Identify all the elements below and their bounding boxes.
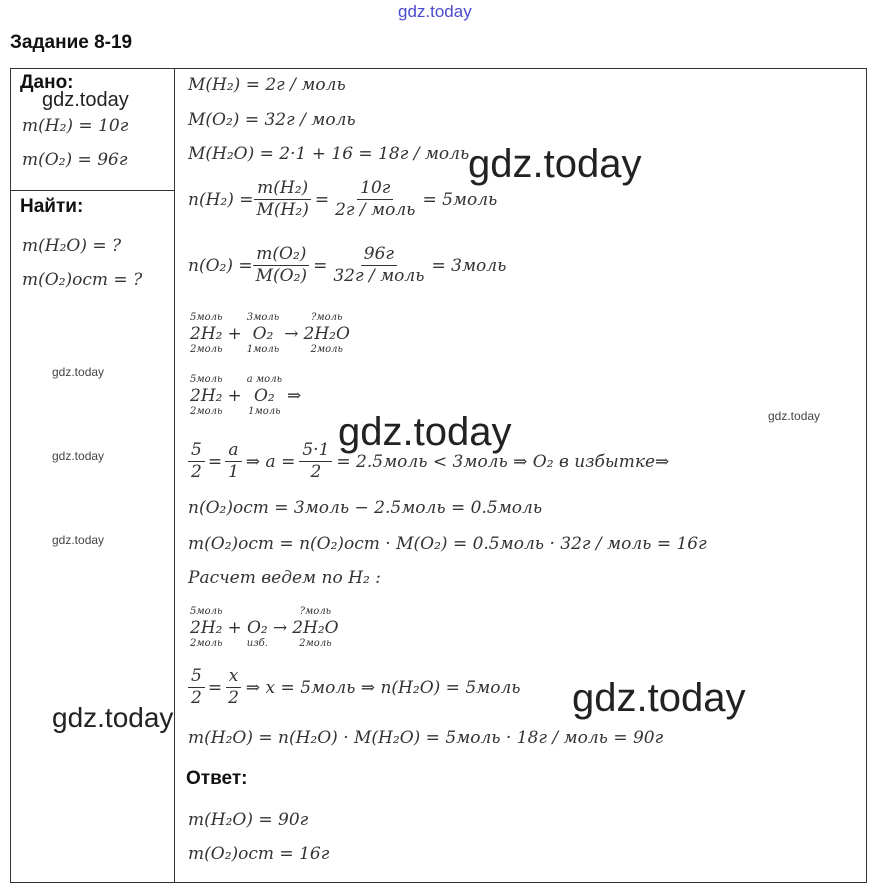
moles-given: ?моль bbox=[299, 606, 332, 617]
given-mass-h2: m(H₂) = 10г bbox=[22, 116, 129, 136]
mass-o2-remaining: m(O₂)ост = n(O₂)ост · M(O₂) = 0.5моль · 32г / моль = 16г bbox=[188, 534, 707, 554]
ratio-fraction bbox=[225, 440, 242, 483]
find-mass-o2-remaining: m(O₂)ост = ? bbox=[22, 270, 143, 290]
ratio-equation-2 bbox=[188, 666, 521, 709]
ratio-fraction bbox=[299, 440, 332, 483]
molar-mass-h2: M(H₂) = 2г / моль bbox=[188, 75, 346, 95]
fraction-numerator: 5 bbox=[188, 666, 205, 688]
header-watermark: gdz.today bbox=[398, 2, 472, 21]
fraction-denominator: M(H₂) bbox=[256, 200, 309, 220]
moles-stoich: 2моль bbox=[190, 638, 223, 649]
fraction-denominator: 2 bbox=[191, 462, 202, 482]
moles-stoich: 2моль bbox=[190, 344, 223, 355]
watermark: gdz.today bbox=[52, 533, 105, 547]
reactant-h2 bbox=[190, 312, 223, 356]
reactant-h2 bbox=[190, 606, 223, 650]
reactant-o2 bbox=[247, 606, 268, 650]
fraction-denominator: 2 bbox=[310, 462, 322, 482]
moles-stoich: 2моль bbox=[299, 638, 332, 649]
moles-h2-lhs: n(H₂) = bbox=[188, 189, 254, 210]
watermark: gdz.today bbox=[338, 410, 512, 454]
reaction-equation-2 bbox=[188, 374, 304, 418]
watermark: gdz.today bbox=[768, 409, 821, 423]
moles-given: 3моль bbox=[246, 312, 280, 323]
excess-label: изб. bbox=[246, 638, 268, 649]
moles-o2-remaining: n(O₂)ост = 3моль − 2.5моль = 0.5моль bbox=[188, 498, 543, 518]
formula: 2H₂O bbox=[303, 324, 350, 344]
implies-arrow: ⇒ bbox=[287, 386, 302, 406]
reactant-o2 bbox=[247, 312, 280, 356]
watermark: gdz.today bbox=[52, 365, 105, 379]
formula: 2H₂ bbox=[190, 324, 223, 344]
moles-stoich: 2моль bbox=[190, 406, 223, 417]
plus-sign: + bbox=[227, 324, 242, 344]
find-heading: Найти: bbox=[20, 196, 84, 217]
moles-stoich: 2моль bbox=[310, 344, 343, 355]
plus-sign: + bbox=[227, 386, 242, 406]
moles-o2-fraction-formula bbox=[253, 244, 310, 287]
fraction-denominator: M(O₂) bbox=[255, 266, 308, 286]
formula: O₂ bbox=[254, 386, 275, 406]
formula: O₂ bbox=[246, 618, 268, 638]
fraction-denominator: 1 bbox=[228, 462, 239, 482]
moles-given bbox=[256, 606, 259, 618]
equals-sign: = bbox=[313, 255, 328, 276]
watermark: gdz.today bbox=[52, 702, 174, 733]
given-mass-o2: m(O₂) = 96г bbox=[22, 150, 128, 170]
moles-h2-fraction-formula bbox=[254, 178, 312, 221]
ratio-result: = 2.5моль < 3моль ⇒ O₂ в избытке⇒ bbox=[336, 451, 670, 472]
equals-sign: = bbox=[207, 677, 223, 698]
answer-mass-h2o: m(H₂O) = 90г bbox=[188, 810, 309, 830]
fraction-numerator: m(O₂) bbox=[253, 244, 309, 266]
moles-o2-result: = 3моль bbox=[431, 255, 507, 276]
ratio-solve-for-a: ⇒ a = bbox=[245, 451, 296, 472]
moles-given: 5моль bbox=[190, 374, 223, 385]
molar-mass-h2o: M(H₂O) = 2·1 + 16 = 18г / моль bbox=[188, 144, 470, 164]
fraction-numerator: 10г bbox=[357, 178, 393, 200]
formula: 2H₂O bbox=[292, 618, 339, 638]
equals-sign: = bbox=[314, 189, 330, 210]
reactant-h2 bbox=[190, 374, 223, 418]
moles-h2-result: = 5моль bbox=[422, 189, 498, 210]
ratio-fraction bbox=[188, 440, 205, 483]
ratio-fraction bbox=[225, 666, 242, 709]
fraction-numerator: x bbox=[226, 666, 242, 688]
reaction-equation-3 bbox=[188, 606, 341, 650]
find-mass-h2o: m(H₂O) = ? bbox=[22, 236, 122, 256]
moles-given: 5моль bbox=[190, 606, 223, 617]
moles-given: a моль bbox=[246, 374, 283, 385]
watermark: gdz.today bbox=[52, 449, 105, 463]
product-h2o bbox=[292, 606, 338, 650]
given-heading: Дано: bbox=[20, 72, 74, 93]
fraction-numerator: a bbox=[225, 440, 241, 462]
moles-stoich: 1моль bbox=[246, 344, 280, 355]
moles-h2-fraction-values bbox=[332, 178, 418, 221]
molar-mass-o2: M(O₂) = 32г / моль bbox=[188, 110, 356, 130]
mass-h2o: m(H₂O) = n(H₂O) · M(H₂O) = 5моль · 18г / моль = 90г bbox=[188, 728, 664, 748]
fraction-denominator: 2 bbox=[191, 688, 202, 708]
fraction-denominator: 32г / моль bbox=[333, 266, 425, 286]
plus-sign: + bbox=[227, 618, 242, 638]
calculation-note: Расчет ведем по H₂ : bbox=[188, 568, 381, 588]
answer-heading: Ответ: bbox=[186, 768, 248, 789]
moles-stoich: 1моль bbox=[248, 406, 281, 417]
page-title: Задание 8-19 bbox=[10, 32, 133, 53]
fraction-numerator: 5·1 bbox=[299, 440, 332, 462]
watermark: gdz.today bbox=[42, 89, 129, 111]
formula: 2H₂ bbox=[190, 386, 223, 406]
reaction-arrow: → bbox=[284, 324, 299, 344]
formula: O₂ bbox=[252, 324, 274, 344]
reaction-equation-1 bbox=[188, 312, 352, 356]
watermark: gdz.today bbox=[572, 676, 746, 720]
ratio-result: ⇒ x = 5моль ⇒ n(H₂O) = 5моль bbox=[245, 677, 521, 698]
moles-o2-lhs: n(O₂) = bbox=[188, 255, 253, 276]
equals-sign: = bbox=[207, 451, 223, 472]
moles-given: 5моль bbox=[190, 312, 223, 323]
moles-h2-equation bbox=[188, 178, 497, 221]
reactant-o2 bbox=[247, 374, 282, 418]
moles-given: ?моль bbox=[310, 312, 343, 323]
fraction-numerator: m(H₂) bbox=[254, 178, 311, 200]
reaction-arrow: → bbox=[272, 618, 288, 638]
formula: 2H₂ bbox=[190, 618, 223, 638]
given-find-divider bbox=[10, 190, 175, 191]
fraction-denominator: 2 bbox=[228, 688, 239, 708]
fraction-denominator: 2г / моль bbox=[335, 200, 416, 220]
fraction-numerator: 96г bbox=[361, 244, 397, 266]
product-h2o bbox=[304, 312, 350, 356]
watermark: gdz.today bbox=[468, 142, 642, 186]
answer-mass-o2-remaining: m(O₂)ост = 16г bbox=[188, 844, 330, 864]
moles-o2-fraction-values bbox=[330, 244, 427, 287]
moles-o2-equation bbox=[188, 244, 506, 287]
ratio-fraction bbox=[188, 666, 205, 709]
fraction-numerator: 5 bbox=[188, 440, 205, 462]
